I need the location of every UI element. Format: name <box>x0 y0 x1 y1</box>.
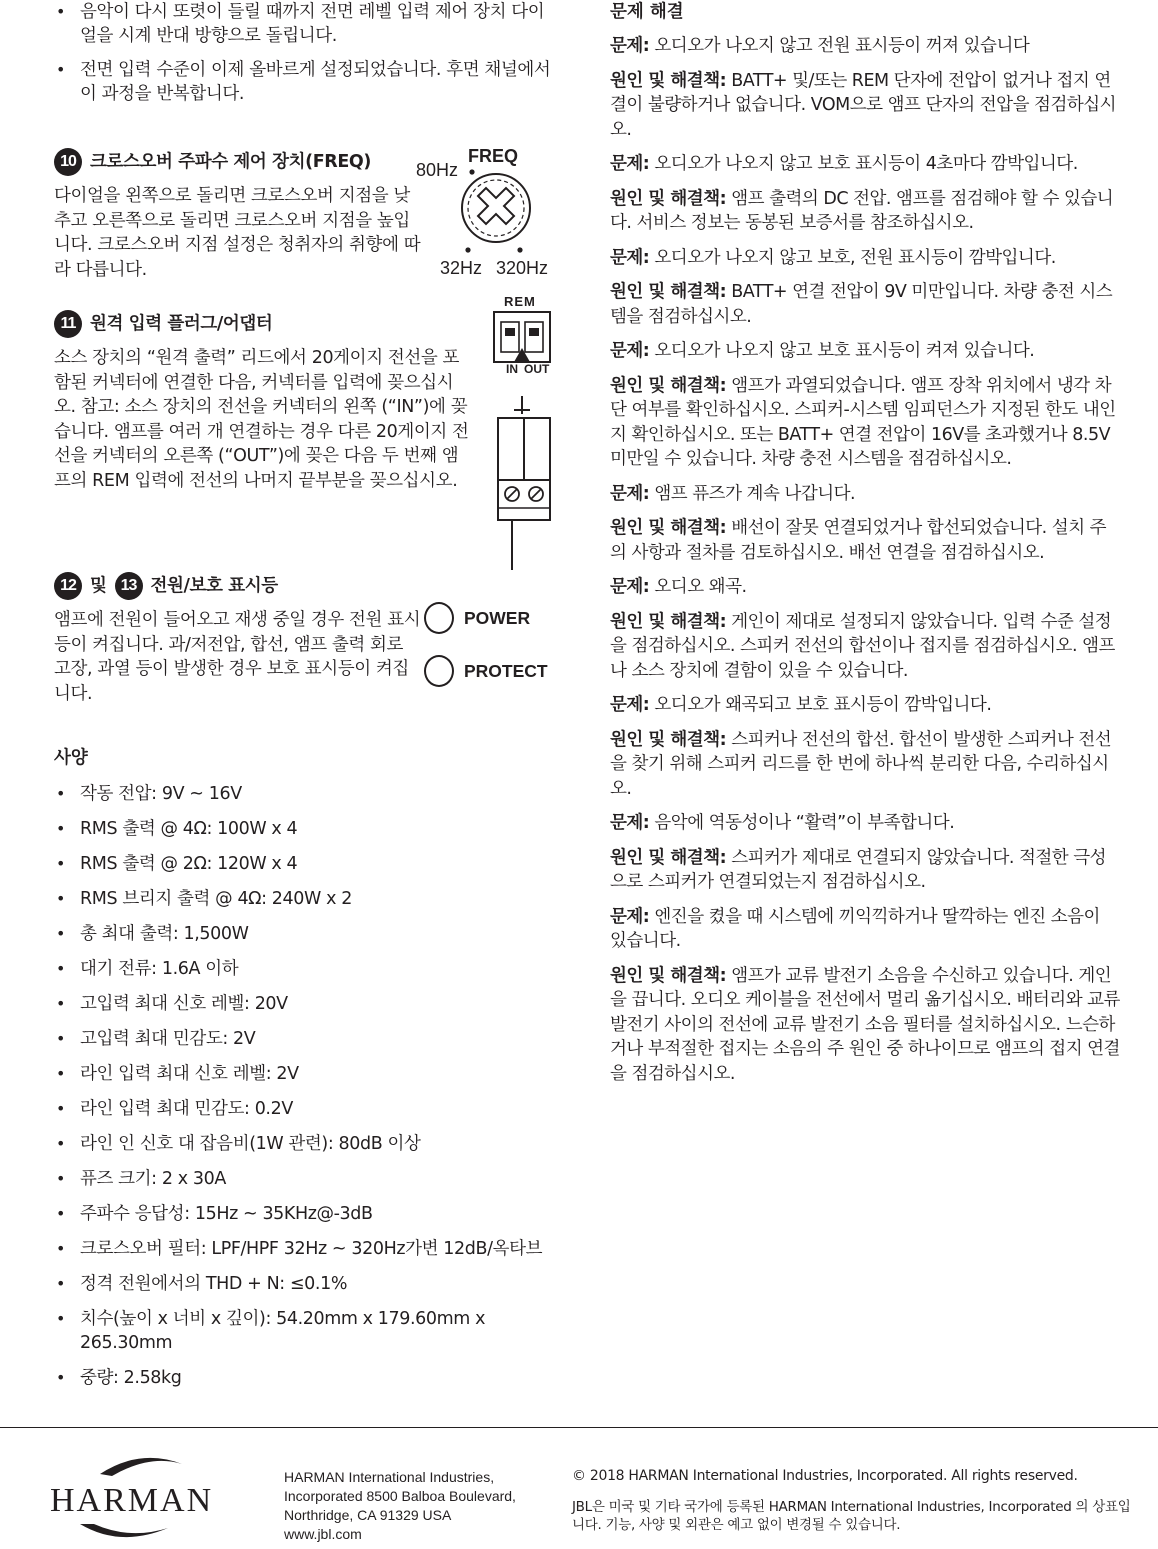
section-joiner: 및 <box>90 576 107 596</box>
solution-item <box>610 374 1120 472</box>
problem-text: 오디오가 나오지 않고 전원 표시등이 꺼져 있습니다 <box>654 36 1030 56</box>
company-address <box>284 1468 554 1544</box>
list-item: • 주파수 응답성: 15Hz ~ 35KHz@-3dB <box>54 1202 564 1226</box>
solution-text: 앰프가 과열되었습니다. 앰프 장착 위치에서 냉각 차단 여부를 확인하십시오. 스피커-시스템 임피던스가 지정된 한도 내인지 확인하십시오. 또는 BATT+ 연결 전압이 16V를 초과했거나 8.5V 미만일 수 있습니다. 차량 충전 시스템을 점검하십시오. <box>610 375 1116 469</box>
problem-text: 엔진을 켰을 때 시스템에 끼익끽하거나 딸깍하는 엔진 소음이 있습니다. <box>610 906 1100 951</box>
freq-dial-graphic <box>416 144 566 284</box>
problem-label: 문제: <box>610 247 650 268</box>
solution-label: 원인 및 해결책: <box>610 70 727 91</box>
problem-item <box>610 339 1120 364</box>
trademark-text: JBL은 미국 및 기타 국가에 등록된 HARMAN International Industries, Incorporated 의 상표입니다. 기능, 사양 및 외관은 예고 없이 변경될 수 있습니다. <box>572 1499 1131 1533</box>
solution-text: BATT+ 및/또는 REM 단자에 전압이 없거나 접지 연결이 불량하거나 없습니다. VOM으로 앰프 단자의 전압을 점검하십시오. <box>610 70 1117 140</box>
solution-text: 스피커가 제대로 연결되지 않았습니다. 적절한 극성으로 스피커가 연결되었는지 점검하십시오. <box>610 847 1107 892</box>
list-item: • 치수(높이 x 너비 x 깊이): 54.20mm x 179.60mm x 265.30mm <box>54 1307 564 1355</box>
spec-list <box>54 782 564 1390</box>
problem-label: 문제: <box>610 577 650 597</box>
solution-label: 원인 및 해결책: <box>610 518 727 538</box>
problem-text: 오디오가 왜곡되고 보호 표시등이 깜박입니다. <box>654 695 992 715</box>
section-body: 앰프에 전원이 들어오고 재생 중일 경우 전원 표시등이 켜집니다. 과/저전압, 합선, 앰프 출력 회로 고장, 과열 등이 발생한 경우 보호 표시등이 켜집니다. <box>54 610 421 704</box>
solution-label: 원인 및 해결책: <box>610 611 727 632</box>
problem-text: 오디오가 나오지 않고 보호 표시등이 켜져 있습니다. <box>654 341 1035 361</box>
freq-32hz-label: 32Hz <box>440 258 483 278</box>
problem-label: 문제: <box>610 695 650 715</box>
section-remote-input <box>54 310 564 493</box>
list-item: • RMS 브리지 출력 @ 4Ω: 240W x 2 <box>54 887 564 911</box>
rem-connector-graphic <box>490 292 560 572</box>
problem-text: 음악에 역동성이나 “활력”이 부족합니다. <box>654 813 955 833</box>
website-link[interactable]: www.jbl.com <box>284 1526 362 1542</box>
list-item: • 대기 전류: 1.6A 이하 <box>54 957 564 981</box>
list-item: • 정격 전원에서의 THD + N: ≤0.1% <box>54 1272 564 1296</box>
list-item: • 작동 전압: 9V ~ 16V <box>54 782 564 806</box>
list-item: • 크로스오버 필터: LPF/HPF 32Hz ~ 320Hz가변 12dB/옥타브 <box>54 1237 564 1261</box>
problem-item <box>610 693 1120 718</box>
solution-label: 원인 및 해결책: <box>610 375 727 396</box>
solution-item <box>610 964 1120 1087</box>
section-title: 전원/보호 표시등 <box>150 576 278 596</box>
solution-item <box>610 516 1120 565</box>
freq-80hz-label: 80Hz <box>416 160 459 180</box>
solution-label: 원인 및 해결책: <box>610 188 727 209</box>
spec-section <box>54 746 564 1401</box>
solution-label: 원인 및 해결책: <box>610 965 727 986</box>
list-item: • RMS 출력 @ 4Ω: 100W x 4 <box>54 817 564 841</box>
protect-indicator-icon <box>424 655 454 687</box>
rem-in-label: IN <box>506 362 518 376</box>
protect-indicator <box>424 651 584 691</box>
section-title: 크로스오버 주파수 제어 장치(FREQ) <box>90 152 371 172</box>
power-label: POWER <box>464 607 531 628</box>
section-body: 다이얼을 왼쪽으로 돌리면 크로스오버 지점을 낮추고 오른쪽으로 돌리면 크로스오버 지점을 높입니다. 크로스오버 지점 설정은 청취자의 취향에 따라 다릅니다. <box>54 186 421 280</box>
list-item: • 퓨즈 크기: 2 x 30A <box>54 1167 564 1191</box>
footer-divider <box>0 1427 1158 1428</box>
copyright-text: © 2018 HARMAN International Industries, Incorporated. All rights reserved. <box>572 1468 1078 1484</box>
number-badge: 10 <box>54 148 82 176</box>
problem-item <box>610 905 1120 954</box>
list-item: • 전면 입력 수준이 이제 올바르게 설정되었습니다. 후면 채널에서 이 과정을 반복합니다. <box>54 58 554 106</box>
solution-label: 원인 및 해결책: <box>610 729 727 750</box>
power-indicator-icon <box>424 602 454 634</box>
solution-item <box>610 69 1120 143</box>
problem-item <box>610 152 1120 177</box>
solution-item <box>610 187 1120 236</box>
solution-text: BATT+ 연결 전압이 9V 미만입니다. 차량 충전 시스템을 점검하십시오. <box>610 282 1113 327</box>
problem-label: 문제: <box>610 154 650 174</box>
problem-text: 오디오가 나오지 않고 보호, 전원 표시등이 깜박입니다. <box>654 247 1056 268</box>
solution-item <box>610 610 1120 684</box>
problem-label: 문제: <box>610 813 650 833</box>
problem-text: 오디오 왜곡. <box>654 577 747 597</box>
problem-item <box>610 811 1120 836</box>
solution-text: 앰프가 교류 발전기 소음을 수신하고 있습니다. 게인을 끕니다. 오디오 케이블을 전선에서 멀리 옮기십시오. 배터리와 교류 발전기 사이의 전선에 교류 발전기 소음 필터를 설치하십시오. 느슨하거나 부적절한 접지는 소음의 주 원인 중 하나이므로 앰프의 접지 연결을 점검하십시오. <box>610 965 1120 1084</box>
section-heading <box>54 572 564 600</box>
solution-text: 스피커나 전선의 합선. 합선이 발생한 스피커나 전선을 찾기 위해 스피커 리드를 한 번에 하나씩 분리한 다음, 수리하십시오. <box>610 729 1112 799</box>
legal-notice <box>572 1467 1132 1534</box>
list-item: • RMS 출력 @ 2Ω: 120W x 4 <box>54 852 564 876</box>
section-body: 소스 장치의 “원격 출력” 리드에서 20게이지 전선을 포함된 커넥터에 연결한 다음, 커넥터를 입력에 꽂으십시오. 참고: 소스 장치의 전선을 커넥터의 왼쪽 (“IN”)에 꽂습니다. 앰프를 여러 개 연결하는 경우 다른 20게이지 전선을 커넥터의 오른쪽 (“OUT”)에 꽂은 다음 두 번째 앰프의 REM 입력에 전선의 나머지 끝부분을 꽂으십시오. <box>54 348 469 491</box>
list-item: • 라인 입력 최대 신호 레벨: 2V <box>54 1062 564 1086</box>
solution-item <box>610 280 1120 329</box>
solution-text: 배선이 잘못 연결되었거나 합선되었습니다. 설치 주의 사항과 절차를 검토하십시오. 배선 연결을 점검하십시오. <box>610 518 1107 563</box>
problem-item <box>610 575 1120 600</box>
problem-label: 문제: <box>610 36 650 56</box>
solution-label: 원인 및 해결책: <box>610 847 727 868</box>
problem-label: 문제: <box>610 483 650 504</box>
freq-320hz-label: 320Hz <box>496 258 549 278</box>
right-column <box>610 0 1120 1086</box>
rem-out-label: OUT <box>524 362 550 376</box>
problem-item <box>610 482 1120 507</box>
number-badge: 12 <box>54 572 82 600</box>
solution-text: 게인이 제대로 설정되지 않았습니다. 입력 수준 설정을 점검하십시오. 스피커 전선의 합선이나 접지를 점검하십시오. 앰프나 소스 장치에 결함이 있을 수 있습니다. <box>610 611 1115 681</box>
list-item: • 고입력 최대 민감도: 2V <box>54 1027 564 1051</box>
list-item: • 음악이 다시 또렷이 들릴 때까지 전면 레벨 입력 제어 장치 다이얼을 시계 반대 방향으로 돌립니다. <box>54 0 554 48</box>
problem-text: 앰프 퓨즈가 계속 나갑니다. <box>654 483 856 504</box>
list-item: • 라인 입력 최대 민감도: 0.2V <box>54 1097 564 1121</box>
spec-title: 사양 <box>54 748 88 768</box>
problem-label: 문제: <box>610 341 650 361</box>
address-line: HARMAN International Industries, <box>284 1469 495 1485</box>
solution-item <box>610 728 1120 802</box>
rem-label: REM <box>504 294 536 309</box>
list-item: • 총 최대 출력: 1,500W <box>54 922 564 946</box>
list-item: • 고입력 최대 신호 레벨: 20V <box>54 992 564 1016</box>
address-line: Northridge, CA 91329 USA <box>284 1507 452 1523</box>
address-line: Incorporated 8500 Balboa Boulevard, <box>284 1488 516 1504</box>
power-indicator <box>424 598 584 638</box>
solution-label: 원인 및 해결책: <box>610 282 727 302</box>
troubleshoot-list <box>610 34 1120 1086</box>
protect-label: PROTECT <box>464 660 548 681</box>
intro-bullets <box>54 0 554 116</box>
section-heading <box>54 310 564 338</box>
solution-item <box>610 846 1120 895</box>
number-badge: 13 <box>115 572 143 600</box>
number-badge: 11 <box>54 310 82 338</box>
problem-text: 오디오가 나오지 않고 보호 표시등이 4초마다 깜박입니다. <box>654 154 1078 174</box>
list-item: • 중량: 2.58kg <box>54 1366 564 1390</box>
section-title: 원격 입력 플러그/어댑터 <box>90 314 273 334</box>
troubleshoot-title: 문제 해결 <box>610 2 684 22</box>
logo-text: HARMAN <box>50 1482 214 1519</box>
problem-item <box>610 34 1120 59</box>
problem-item <box>610 246 1120 271</box>
solution-text: 앰프 출력의 DC 전압. 앰프를 점검해야 할 수 있습니다. 서비스 정보는 동봉된 보증서를 참조하십시오. <box>610 188 1114 233</box>
freq-label: FREQ <box>468 146 519 166</box>
problem-label: 문제: <box>610 906 650 927</box>
list-item: • 라인 인 신호 대 잡음비(1W 관련): 80dB 이상 <box>54 1132 564 1156</box>
harman-logo <box>50 1452 235 1542</box>
rem-connector-icon <box>490 292 560 572</box>
